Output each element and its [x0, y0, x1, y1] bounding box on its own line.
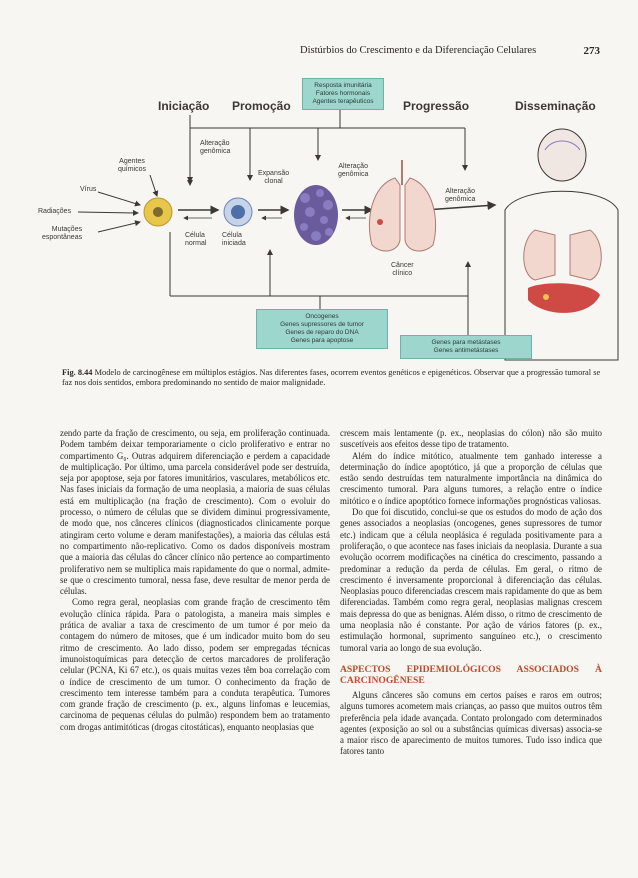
stage-disseminacao: Disseminação	[515, 99, 596, 113]
running-head-title: Distúrbios do Crescimento e da Diferenciação Celulares	[300, 45, 537, 56]
right-paragraph-2: Do que foi discutido, conclui-se que os estudos do modo de ação dos genes associados a neoplasias (oncogenes, genes supressores de tumor etc.) indicam que a célula neoplásica é regulada positivamente para a proliferação, o que acontece nas fases iniciais da neoplasia. Durante a sua evolução ocorrem modificações na cinética do crescimento, passando a predominar a redução da perda de células. Em geral, o ritmo de crescimento é inversamente proporcional à diferenciação das células. Neoplasias pouco diferenciadas crescem mais rapidamente do que as bem diferenciadas. Também como regra geral, neoplasias malignas crescem mais depressa do que as benignas. Além disso, o ritmo de crescimento de uma neoplasia não é constante. Por ação de vários fatores (p. ex., estimulação hormonal, suprimento sanguíneo etc.), o crescimento tumoral varia ao longo de sua evolução.	[340, 507, 602, 653]
right-paragraph-0: crescem mais lentamente (p. ex., neoplasias do cólon) não são muito suscetíveis aos efeitos desse tipo de tratamento.	[340, 428, 602, 450]
label-alteracao-genomica-1: Alteração genômica	[200, 140, 231, 155]
label-virus: Vírus	[80, 186, 97, 193]
figure-caption-label: Fig. 8.44	[62, 368, 93, 377]
top-factors-box: Resposta imunitária Fatores hormonais Agentes terapêuticos	[302, 78, 384, 110]
stage-promocao: Promoção	[232, 99, 291, 113]
label-alteracao-genomica-2: Alteração genômica	[338, 163, 369, 178]
label-radiacoes: Radiações	[38, 208, 72, 215]
right-paragraph-3: Alguns cânceres são comuns em certos países e raros em outros; alguns tumores acometem mais crianças, ao passo que muitos outros têm preferência pela idade avançada. Contato prolongado com determinados agentes (exposição ao sol ou a substâncias químicas diversas) associa-se a maior risco de aparecimento de muitos tumores. Tudo isso indica que fatores tanto	[340, 689, 602, 757]
label-alteracao-genomica-3: Alteração genômica	[445, 188, 476, 203]
stage-progressao: Progressão	[403, 99, 470, 113]
clonal-expansion-cluster	[294, 185, 338, 245]
genes-box-right: Genes para metástases Genes antimetástases	[400, 335, 532, 359]
right-column	[340, 428, 602, 758]
right-paragraph-1: Além do índice mitótico, atualmente tem ganhado interesse a determinação do índice apoptótico, já que a proporção de células que estão sendo destruídas tem naturalmente importância na dinâmica do crescimento tumoral. Para alguns tumores, a relação entre o índice mitótico e o índice apoptótico fornece informações prognósticas valiosas.	[340, 450, 602, 506]
left-paragraph-1: zendo parte da fração de crescimento, ou seja, em proliferação continuada. Podem também deixar temporariamente o ciclo proliferativo e entrar no compartimento G₀. Outras adquirem diferenciação e perdem a capacidade de multiplicação. Por último, uma parcela considerável pode ser destruída, seja por apoptose, seja por fatores imunitários, vasculares, metabólicos etc. Nas fases iniciais da formação de uma neoplasia, a maioria de suas células está em multiplicação (na fração de crescimento). Com o evoluir do processo, o número de células que se dividem diminui progressivamente, de modo que, nos cânceres clínicos (diagnosticados clinicamente porque atingiram certo volume e deram manifestações), a maioria das células está no compartimento não-replicativo. Como os dados disponíveis mostram que a maioria das células do câncer clínico não pertence ao compartimento proliferativo nem se multiplica mais rapidamente do que o normal, admite-se que o crescimento tumoral, nessa fase, deve resultar de menor perda de células.	[60, 428, 330, 597]
human-figure-illustration	[505, 129, 618, 360]
figure-caption	[62, 368, 602, 388]
left-column	[60, 428, 330, 733]
label-celula-normal: Célula normal	[185, 232, 207, 247]
section-heading: ASPECTOS EPIDEMIOLÓGICOS ASSOCIADOS À CARCINOGÊNESE	[340, 663, 602, 686]
label-celula-iniciada: Célula iniciada	[222, 232, 246, 247]
label-expansao-clonal: Expansão clonal	[258, 170, 290, 185]
label-mutacoes-espontaneas: Mutações espontâneas	[42, 226, 83, 241]
page-number: 273	[583, 45, 600, 57]
stage-iniciacao: Iniciação	[158, 99, 210, 113]
label-cancer-clinico: Câncer clínico	[391, 262, 414, 277]
figure	[0, 0, 638, 365]
genes-box-left: Oncogenes Genes supressores de tumor Genes de reparo do DNA Genes para apoptose	[256, 309, 388, 349]
lungs-illustration	[369, 160, 435, 251]
figure-caption-text: Modelo de carcinogênese em múltiplos estágios. Nas diferentes fases, ocorrem eventos genéticos e epigenéticos. Observar que a progressão tumoral se faz nos dois sentidos, embora predominando no sentido de maior malignidade.	[62, 368, 601, 387]
label-agentes-quimicos: Agentes químicos	[118, 158, 147, 173]
left-paragraph-2: Como regra geral, neoplasias com grande fração de crescimento têm evolução clínica rápida. Para o patologista, a maneira mais simples e prática de avaliar a taxa de crescimento de um tumor é por meio da contagem do número de mitoses, que é um indicador muito bom do seu ritmo de crescimento. Ao lado disso, podem ser empregadas técnicas imunoistoquímicas para detecção de certos marcadores de proliferação celular (PCNA, Ki 67 etc.), os quais muitas vezes têm boa correlação com o índice de crescimento de um tumor. O conhecimento da fração de crescimento tem interesse também para a conduta terapêutica. Tumores com grande fração de crescimento (p. ex., alguns linfomas e leucemias, carcinoma de pequenas células do pulmão) respondem bem ao tratamento com drogas antimitóticas (drogas citostáticas), enquanto neoplasias que	[60, 597, 330, 732]
